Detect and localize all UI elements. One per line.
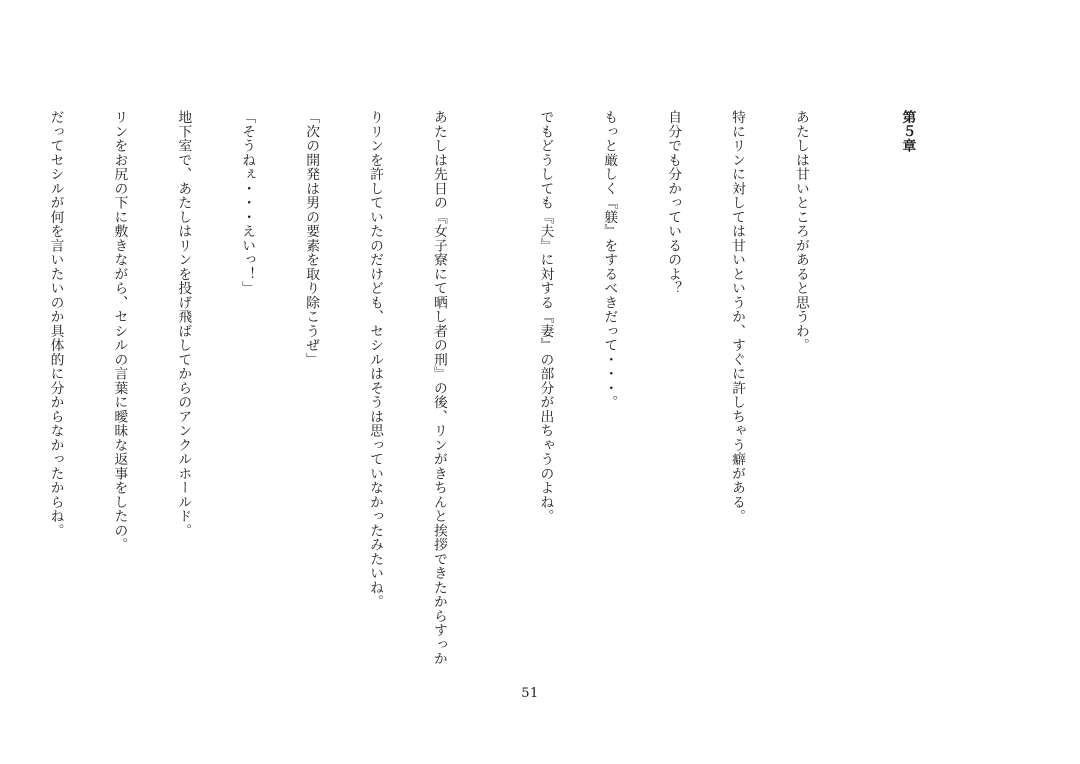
text-line: だってセシルが何を言いたいのか具体的に分からなかったからね。 bbox=[47, 110, 64, 538]
page-number: 51 bbox=[521, 686, 539, 701]
text-line: あたしは先日の『女子寮にて晒し者の刑』の後、リンがきちんと挨拶できたからすっか bbox=[430, 110, 447, 666]
text-line: りリンを許していたのだけども、セシルはそうは思っていなかったみたいね。 bbox=[366, 110, 383, 609]
text-line: リンをお尻の下に敷きながら、セシルの言葉に曖昧な返事をしたの。 bbox=[111, 110, 128, 552]
text-line: 「次の開発は男の要素を取り除こうぜ」 bbox=[303, 110, 320, 367]
text-line: あたしは甘いところがあると思うわ。 bbox=[792, 110, 809, 353]
text-line: 特にリンに対しては甘いというか、すぐに許しちゃう癖がある。 bbox=[729, 110, 746, 524]
text-line: 自分でも分かっているのよ？ bbox=[665, 110, 682, 296]
text-line: 地下室で、あたしはリンを投げ飛ばしてからのアンクルホールド。 bbox=[175, 110, 192, 538]
text-line bbox=[0, 110, 2, 670]
chapter-title: 第５章 bbox=[899, 110, 916, 153]
text-line: でもどうしても『夫』に対する『妻』の部分が出ちゃうのよね。 bbox=[537, 110, 554, 524]
vertical-text-block bbox=[47, 110, 960, 670]
text-line: もっと厳しく『躾』をするべきだって・・・。 bbox=[601, 110, 618, 410]
text-line: 「そうねぇ・・・えいっ！」 bbox=[239, 110, 256, 296]
